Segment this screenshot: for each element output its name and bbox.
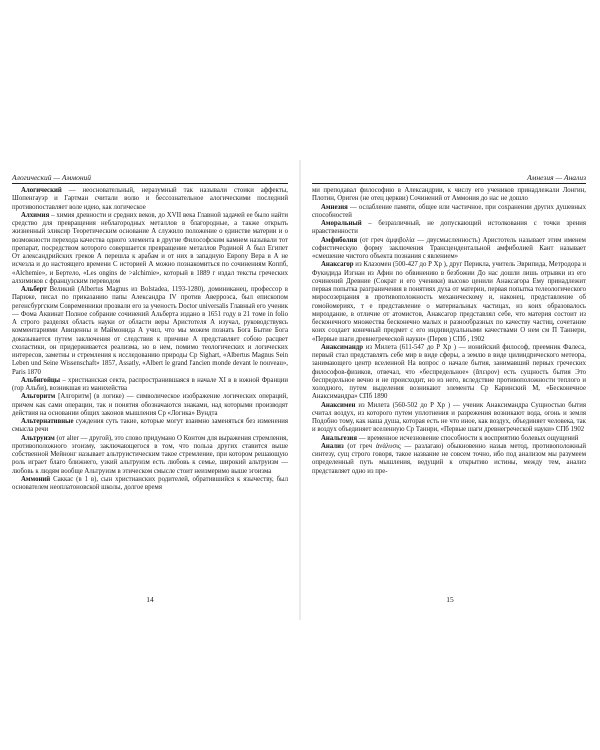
dictionary-entry: [312, 204, 586, 221]
entry-term: Анальгезия: [321, 434, 358, 442]
entry-term: Альбигойцы: [21, 376, 61, 384]
continuation-paragraph: ми преподавал философию в Александрии, к числу его учеников принадлежали Лонгин, Плотин, Ориген (не отец церкви) Сочинений от Аммония до нас не дошло: [312, 187, 586, 203]
entry-text: — ослабление памяти, общее или частичное, при сохранении других душевных способностей: [312, 203, 586, 219]
entry-text: – химия древности и средних веков, до XVII века Главной задачей ее было найти средство для превращения неблагородных металлов в благородные, а также открыть жизненный эликсир Теоретическим основание А служило положение о единстве материи и о возможности перехода качества одного элемента в другие Философским камнем называли тот препарат, посредством которого совершается превращение металлов Родиной А был Египет От александрийских греков А перешла к арабам и от них в западную Европу Вера в А не исчезла и до настоящего времени С историей А можно познакомиться по сочинениям Коппб, «Alchemie», и Бертело, «Les ongins de >alchimie», который в 1889 г издал тексты греческих алхимиков с французским переводом: [12, 211, 288, 285]
entry-text: из Милета (560-502 до Р Хр ) — ученик Анаксимандра Сущностью бытия считал воздух, из которого путем уплотнения и разрежения возникают вода, огонь и земля Подобно тому, как наша душа, которая есть не что иное, как воздух, объединяет человека, так и воздух объединяет вселенную Ср Таннри, «Первые шаги древнегреческой науки» СПб 1902: [312, 401, 586, 434]
left-text-column: [12, 187, 288, 589]
header-rule: [12, 183, 288, 184]
entry-term: Амнезия: [321, 203, 348, 211]
running-head: Алогический — Аммоний: [12, 173, 92, 182]
dictionary-entry: [12, 418, 288, 435]
entry-term: Амфиболия: [321, 236, 358, 244]
dictionary-entry: [12, 393, 288, 418]
entry-text: Саккас (в 1 в), сын христианских родителей, обратившийся к язычеству, был основателем неоплатоновской школы, долгое время: [12, 475, 288, 491]
dictionary-entry: [12, 476, 288, 493]
entry-text: [Алгоритм] (в логике) — символическое изображение логических операций, причем как сами операции, так и понятия обозначаются знаками, над которыми производят действия на основании общих законов мышления Ср «Логика» Вундта: [12, 393, 288, 417]
entry-text: из Клазомен (500-427 до Р Хр ), друг Перикла, учитель Эврипида, Метродора и Фукидида Изгнан из Афин по обвинению в безбожии До нас дошли лишь отрывки из его сочинений Древние (Сократ и его ученики) высоко ценили Анаксагора Ему принадлежит первая попытка разграничения в понятиях духа от материи, первая попытка телеологического миросозерцания в противоположность механическому и, наконец, представление об гомойомериях, т е представление о материальных частицах, из коих образовалось мироздание, в отличие от атомистов, Анаксагор представлял себе, что материя состоит из бесконечного множества бесконечно малых и разнообразных по качеству частиц, сочетание коих создает конечный предмет с его индивидуальными качествами О нем см П Таннери, «Первые шаги древнегреческой науки» (Перев ) СПб , 1902: [312, 261, 586, 343]
entry-text: суждения суть такие, которые могут взаимно заменяться без изменения смысла речи: [12, 418, 288, 434]
entry-term: Аморальный: [321, 220, 362, 227]
dictionary-entry: [312, 220, 586, 237]
dictionary-entry: [312, 344, 586, 402]
entry-term: Альберт: [21, 286, 47, 293]
dictionary-entry: [12, 377, 288, 394]
entry-text: – безразличный, не допускающий истолкования с точки зрения нравственности: [312, 220, 586, 236]
entry-text: (от греч ἀνάλυσις — разлагаю) обыкновенно назыв метод, противоположный синтезу, сущ строго говоря, такое название не совсем точно, ибо под анализом мы разумеем определенный путь мышления, ведущий к открытию истины, между тем, анализ представляет одно из пре-: [312, 442, 586, 475]
entry-text: Великий (Albertus Magnus из Bolstadea, 1193-1280), доминиканец, профессор в Париже, писал по приказанию папы Александра IV против Аверроэса, был епископом регенсбургским Современники прозвали его за ученость Doctor universalis Главный его ученик — Фома Аквинат Полное собрание сочинений Альберта издано в 1651 году в 21 томе in folio А строго разделял область науки от области веры Аристотеля А изучал, руководствуясь комментариями Авиценны и Маймонида А учил, что мы можем познать Бога Бытие Бога доказывается путем заключения от следствия к причине А представляет собою расцвет схоластики, он придерживается реализма, но в нем, помимо теологических и логических интересов, заметны и стремления к исследованию природы Ср Sighart, «Albertus Magnus Sein Leben und Seine Wissenschaft» 1857, Assatly, «Albert le grand l'ancien monde devant le nouveau», Paris 1870: [12, 286, 288, 376]
dictionary-entry: [12, 212, 288, 286]
entry-term: Алхимия: [21, 211, 50, 219]
dictionary-entry: [12, 286, 288, 377]
dictionary-entry: [12, 435, 288, 476]
right-text-column: [312, 187, 586, 589]
right-page: [300, 0, 600, 750]
entry-text: (от alter — другой), это слово придумано О Контом для выражения стремления, противоположного эгоизму, заключающегося в том, что польза других ставится выше собственной Мейнонг называет альтруистическим такое стремление, при котором решающую роль играет благо ближнего, узкий альтруизм есть любовь к семье, широкий альтруизм — любовь к людям вообще Альтруизм в этическом смысле стоит неизмеримо выше эгоизма: [12, 434, 288, 475]
entry-text: — временное исчезновение способности к восприятию болевых ощущений: [357, 434, 579, 442]
dictionary-entry: [312, 237, 586, 262]
dictionary-entry: [312, 435, 586, 443]
entry-text: — неосновательный, неразумный так называли стоики аффекты, Шопенгауэр и Гартман считали волю и бессознательное алогическими последний противопоставляет воле идею, как логическое: [12, 187, 288, 211]
entry-term: Анаксагор: [321, 261, 354, 269]
page-number: 14: [146, 595, 154, 604]
dictionary-entry: [312, 443, 586, 476]
entry-term: Анаксимандр: [321, 343, 364, 351]
entry-term: Альтруизм: [21, 434, 55, 442]
page-number: 15: [446, 595, 454, 604]
entry-term: Анаксимен: [321, 401, 356, 409]
entry-term: Анализ: [321, 442, 344, 450]
dictionary-entry: [12, 187, 288, 212]
entry-text: (от греч ἀμφιβολία — двусмысленность) Аристотель называет этим именем софистическую форму заключения Трансцендентальной амфиболией Кант называет «смешение чистого объекта познания с явлением»: [312, 236, 586, 260]
running-head: Амнезия — Анализ: [527, 173, 586, 182]
entry-term: Алогический: [21, 187, 62, 194]
entry-term: Альгоритм: [21, 393, 56, 401]
header-rule: [312, 183, 586, 184]
dictionary-entry: [312, 261, 586, 344]
entry-term: Аммоний: [21, 475, 51, 483]
dictionary-entry: [312, 402, 586, 435]
entry-text: из Милета (611-547 до Р Хр ) — ионийский философ, преемник Фалеса, первый стал представлять себе мир в виде сферы, а землю в виде цилиндрического метеора, занимающего центр вселенной На вопрос о начале бытия, занимавший первых греческих философов-физиков, отвечал, что «беспредельное» (ἄπειρον) есть сущность бытия Это беспредельное вечно и не происходит, но из него, вследствие противоположности теплого и холодного, путем выделения возникают элементы Ср Каринский М, «Бесконечное Анаксимандра» СПб 1890: [312, 343, 586, 401]
entry-text: – христианская секта, распространившаяся в начале XI в в южной Франции (гор Альби), возникшая из манихейства: [12, 376, 288, 392]
entry-term: Альтернативные: [21, 418, 74, 425]
